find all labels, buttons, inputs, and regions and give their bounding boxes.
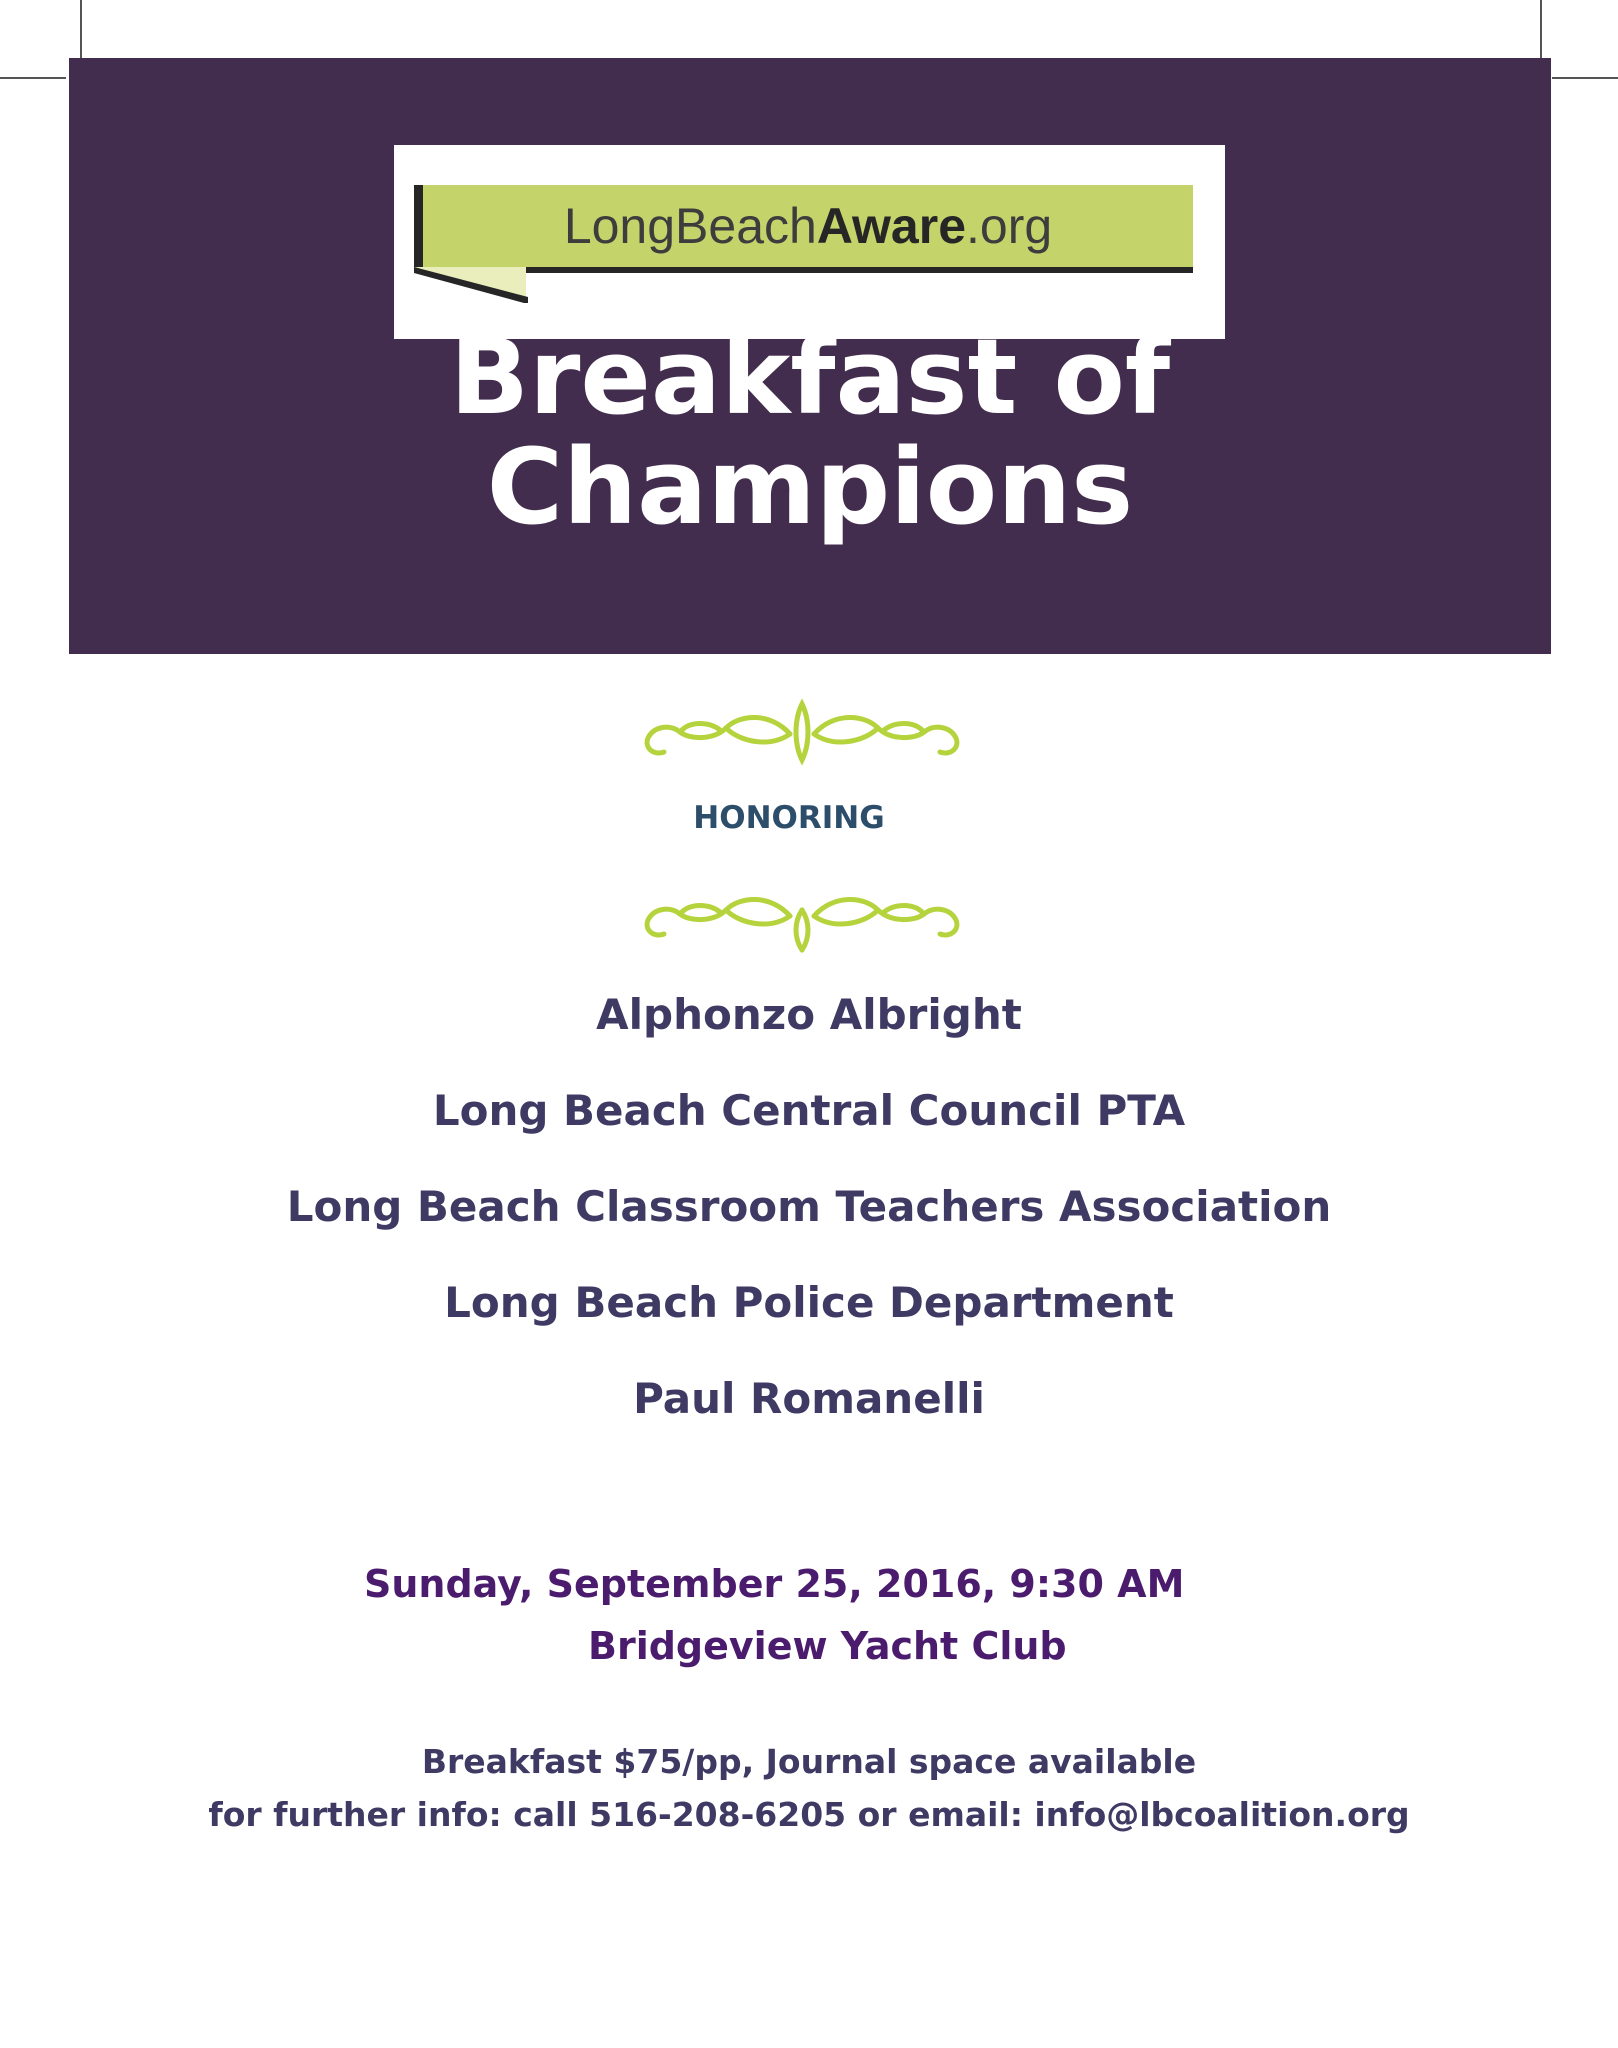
event-title-line-2: Champions <box>486 426 1134 548</box>
honoree-name: Paul Romanelli <box>633 1374 985 1423</box>
crop-mark-top-right-vertical <box>1540 0 1542 62</box>
honoring-label: HONORING <box>693 800 885 836</box>
event-title-line-1: Breakfast of <box>449 316 1171 438</box>
honoree-name: Long Beach Central Council PTA <box>432 1086 1186 1135</box>
logo-text <box>564 197 1052 255</box>
event-date-time: Sunday, September 25, 2016, 9:30 AM <box>364 1562 1185 1606</box>
honoree-name: Long Beach Classroom Teachers Association <box>286 1182 1332 1231</box>
logo <box>394 145 1225 339</box>
logo-ribbon <box>414 185 1193 273</box>
flourish-ornament-top <box>630 692 975 772</box>
price-info: Breakfast $75/pp, Journal space available <box>421 1742 1197 1781</box>
flourish-ornament-bottom <box>630 876 975 956</box>
logo-text-prefix: LongBeach <box>563 198 817 254</box>
honoree-name: Long Beach Police Department <box>444 1278 1174 1327</box>
logo-text-suffix: .org <box>966 198 1053 254</box>
contact-info: for further info: call 516-208-6205 or email: info@lbcoalition.org <box>208 1795 1410 1834</box>
crop-mark-top-right-horizontal <box>1552 77 1618 79</box>
event-title <box>69 316 1551 548</box>
event-venue: Bridgeview Yacht Club <box>588 1624 1067 1668</box>
logo-ribbon-fold-edge <box>414 267 528 303</box>
logo-text-highlight: Aware <box>816 198 966 254</box>
crop-mark-top-left-horizontal <box>0 77 66 79</box>
honoree-name: Alphonzo Albright <box>596 990 1022 1039</box>
crop-mark-top-left-vertical <box>80 0 82 62</box>
